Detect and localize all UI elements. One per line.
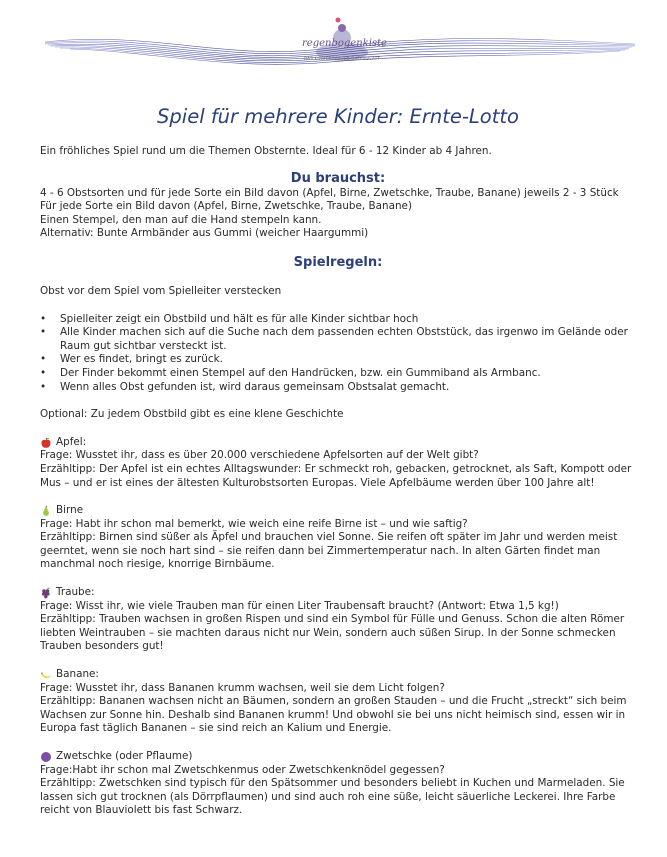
fruit-question: Frage: Wusstet ihr, dass Bananen krumm wachsen, weil sie dem Licht folgen? — [40, 681, 445, 694]
fruit-name: Traube: — [56, 586, 95, 599]
fruit-name: Birne — [56, 504, 84, 517]
fruit-question: Frage: Wusstet ihr, dass es über 20.000 verschiedene Apfelsorten auf der Welt gibt? — [40, 449, 479, 462]
fruit-tip: Erzähltipp: Zwetschken sind typisch für den Spätsommer und besonders beliebt in Kuchen und Marmeladen. Sie lassen sich gut trocknen (als Dörrpflaumen) und sind auch roh eine süße, leicht säuerliche Leckerei. Ihre Farbe reicht von Blauviolett bis fast Schwarz. — [40, 777, 625, 817]
fruit-tip: Erzähltipp: Der Apfel ist ein echtes Alltagswunder: Er schmeckt roh, gebacken, getrocknet, als Saft, Kompott oder Mus – und er ist eines der ältesten Kulturobstsorten Europas. Viele Apfelbäume werden über 100 Jahre alt! — [40, 462, 632, 489]
fruit-name: Zwetschke (oder Pflaume) — [56, 750, 193, 762]
fruit-section-grapes — [40, 586, 636, 654]
fruit-section-plum — [40, 750, 636, 818]
pear-icon — [40, 505, 52, 517]
list-item: • Wer es findet, bringt es zurück. — [40, 353, 223, 366]
fruit-question: Frage: Wisst ihr, wie viele Trauben man für einen Liter Traubensaft braucht? (Antwort: Etwa 1,5 kg!) — [40, 599, 559, 612]
bullet: • — [40, 380, 47, 393]
bullet: • — [40, 312, 47, 325]
banana-icon — [40, 669, 52, 681]
fruit-name: Banane: — [56, 668, 99, 681]
rules-intro: Obst vor dem Spiel vom Spielleiter verstecken — [40, 284, 282, 297]
intro-text: Ein fröhliches Spiel rund um die Themen Obsternte. Ideal für 6 - 12 Kinder ab 4 Jahren. — [40, 145, 492, 157]
bullet: • — [40, 366, 47, 379]
list-item: • Alle Kinder machen sich auf die Suche nach dem passenden echten Obststück, das irgenwo im Gelände oder Raum gut sichtbar versteckt ist. — [40, 326, 628, 352]
need-heading: Du brauchst: — [290, 170, 386, 186]
logo-wordmark: regenbogenkiste — [302, 38, 387, 49]
rules-list — [40, 313, 636, 395]
optional-note: Optional: Zu jedem Obstbild gibt es eine klene Geschichte — [40, 408, 344, 421]
list-item: • Der Finder bekommt einen Stempel auf den Handrücken, bzw. ein Gummiband als Armbanc. — [40, 366, 541, 379]
bullet: • — [40, 353, 47, 366]
grapes-icon — [40, 587, 52, 599]
need-line: Alternativ: Bunte Armbänder aus Gummi (weicher Haargummi) — [40, 227, 369, 240]
fruit-name: Apfel: — [56, 435, 87, 448]
header-banner — [0, 0, 667, 80]
fruit-question: Frage:Habt ihr schon mal Zwetschkenmus oder Zwetschkenknödel gegessen? — [40, 763, 445, 776]
fruit-section-apple — [40, 436, 636, 490]
apple-icon — [40, 437, 52, 449]
fruit-tip: Erzähltipp: Trauben wachsen in großen Rispen und sind ein Symbol für Fülle und Genuss. Schon die alten Römer liebten Weintrauben – sie machten daraus nicht nur Wein, sondern auch süßen Sirup. In der Sonne schmecken Trauben besonders gut! — [40, 613, 625, 653]
list-item: • Wenn alles Obst gefunden ist, wird daraus gemeinsam Obstsalat gemacht. — [40, 380, 450, 393]
plum-icon — [40, 751, 52, 763]
bullet: • — [40, 326, 47, 339]
fruit-tip: Erzähltipp: Birnen sind süßer als Äpfel und brauchen viel Sonne. Sie reifen oft später im Jahr und werden meist geerntet, wenn sie noch hart sind – sie reifen dann bei Zimmertemperatur nach. In alten Gärten findet man manchmal noch riesige, knorrige Birnbäume. — [40, 531, 618, 571]
need-line: Für jede Sorte ein Bild davon (Apfel, Birne, Zwetschke, Traube, Banane) — [40, 200, 413, 213]
page-title: Spiel für mehrere Kinder: Ernte-Lotto — [157, 105, 519, 128]
document-body — [40, 104, 636, 818]
logo-tagline: DAS KINDERGARTEN-DATENBLATT — [303, 56, 381, 61]
fruit-section-banana — [40, 668, 636, 736]
fruit-section-pear — [40, 504, 636, 572]
fruit-tip: Erzähltipp: Bananen wachsen nicht an Bäumen, sondern an großen Stauden – und die Frucht „streckt“ sich beim Wachsen zur Sonne hin. Deshalb sind Bananen krumm! Und obwohl sie bei uns nicht heimisch sind, essen wir in Europa fast täglich Bananen – sie sind reich an Kalium und Energie. — [40, 695, 627, 735]
list-item: • Spielleiter zeigt ein Obstbild und hält es für alle Kinder sichtbar hoch — [40, 312, 419, 325]
need-list — [40, 187, 636, 241]
need-line: Einen Stempel, den man auf die Hand stempeln kann. — [40, 213, 322, 226]
fruit-question: Frage: Habt ihr schon mal bemerkt, wie weich eine reife Birne ist – und wie saftig? — [40, 517, 468, 530]
need-line: 4 - 6 Obstsorten und für jede Sorte ein Bild davon (Apfel, Birne, Zwetschke, Traube, Banane) jeweils 2 - 3 Stück — [40, 186, 619, 199]
rules-heading: Spielregeln: — [293, 254, 383, 270]
